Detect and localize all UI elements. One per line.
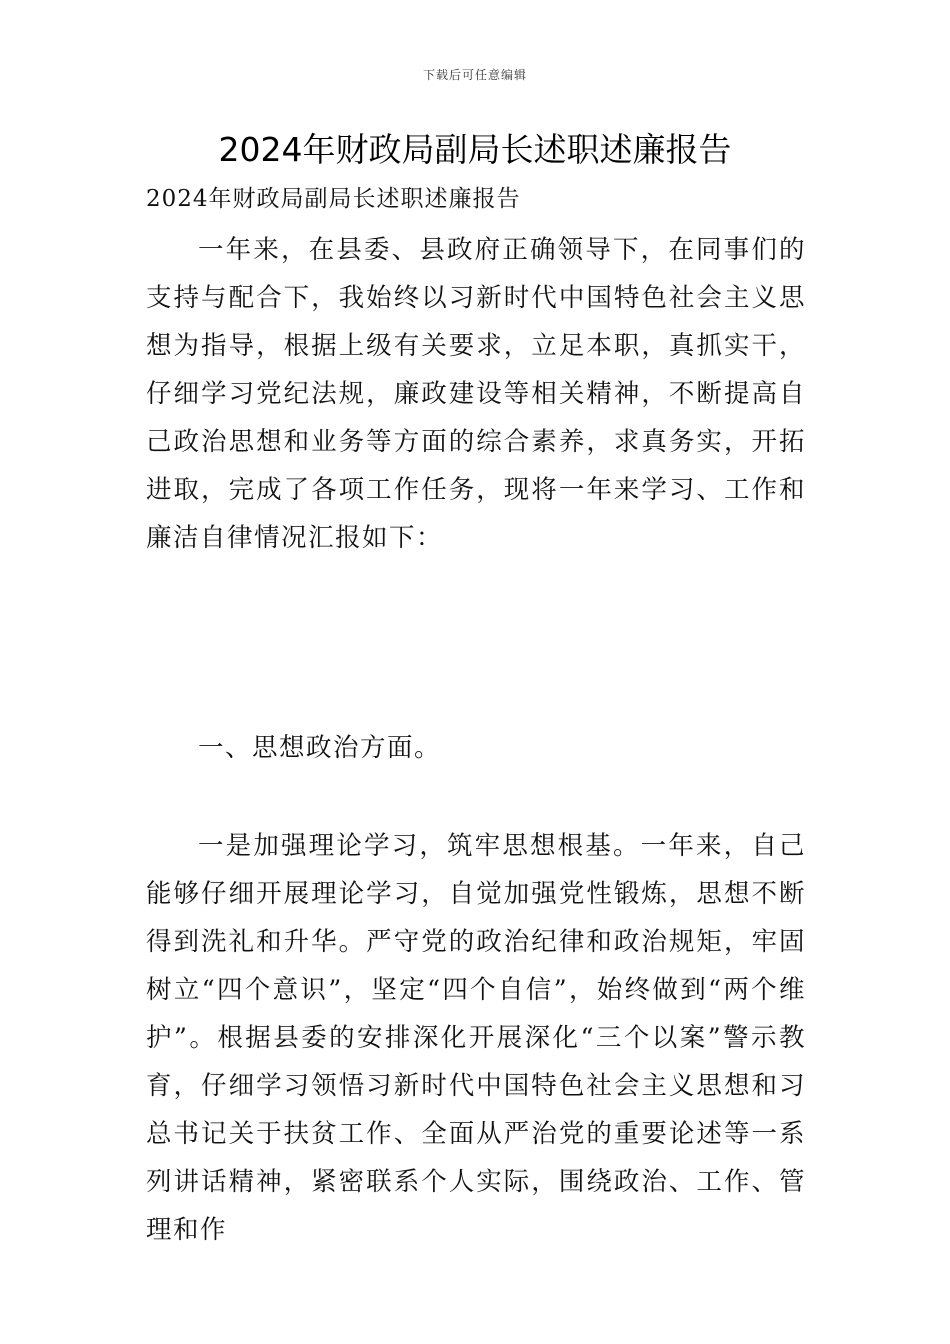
intro-paragraph: 一年来，在县委、县政府正确领导下，在同事们的支持与配合下，我始终以习新时代中国特色社会主义思想为指导，根据上级有关要求，立足本职，真抓实干，仔细学习党纪法规，廉政建设等相关精神，不断提高自己政治思想和业务等方面的综合素养，求真务实，开拓进取，完成了各项工作任务，现将一年来学习、工作和廉洁自律情况汇报如下： [146,235,806,553]
section-paragraph: 一是加强理论学习，筑牢思想根基。一年来，自己能够仔细开展理论学习，自觉加强党性锻炼，思想不断得到洗礼和升华。严守党的政治纪律和政治规矩，牢固树立“四个意识”，坚定“四个自信”，始终做到“两个维护”。根据县委的安排深化开展深化“三个以案”警示教育，仔细学习领悟习新时代中国特色社会主义思想和习总书记关于扶贫工作、全面从严治党的重要论述等一系列讲话精神，紧密联系个人实际，围绕政治、工作、管理和作 [146,831,806,1245]
document-subtitle: 2024年财政局副局长述职述廉报告 [146,186,521,212]
document-title: 2024年财政局副局长述职述廉报告 [218,130,732,169]
section-heading: 一、思想政治方面。 [198,733,442,763]
download-note: 下载后可任意编辑 [422,68,527,82]
